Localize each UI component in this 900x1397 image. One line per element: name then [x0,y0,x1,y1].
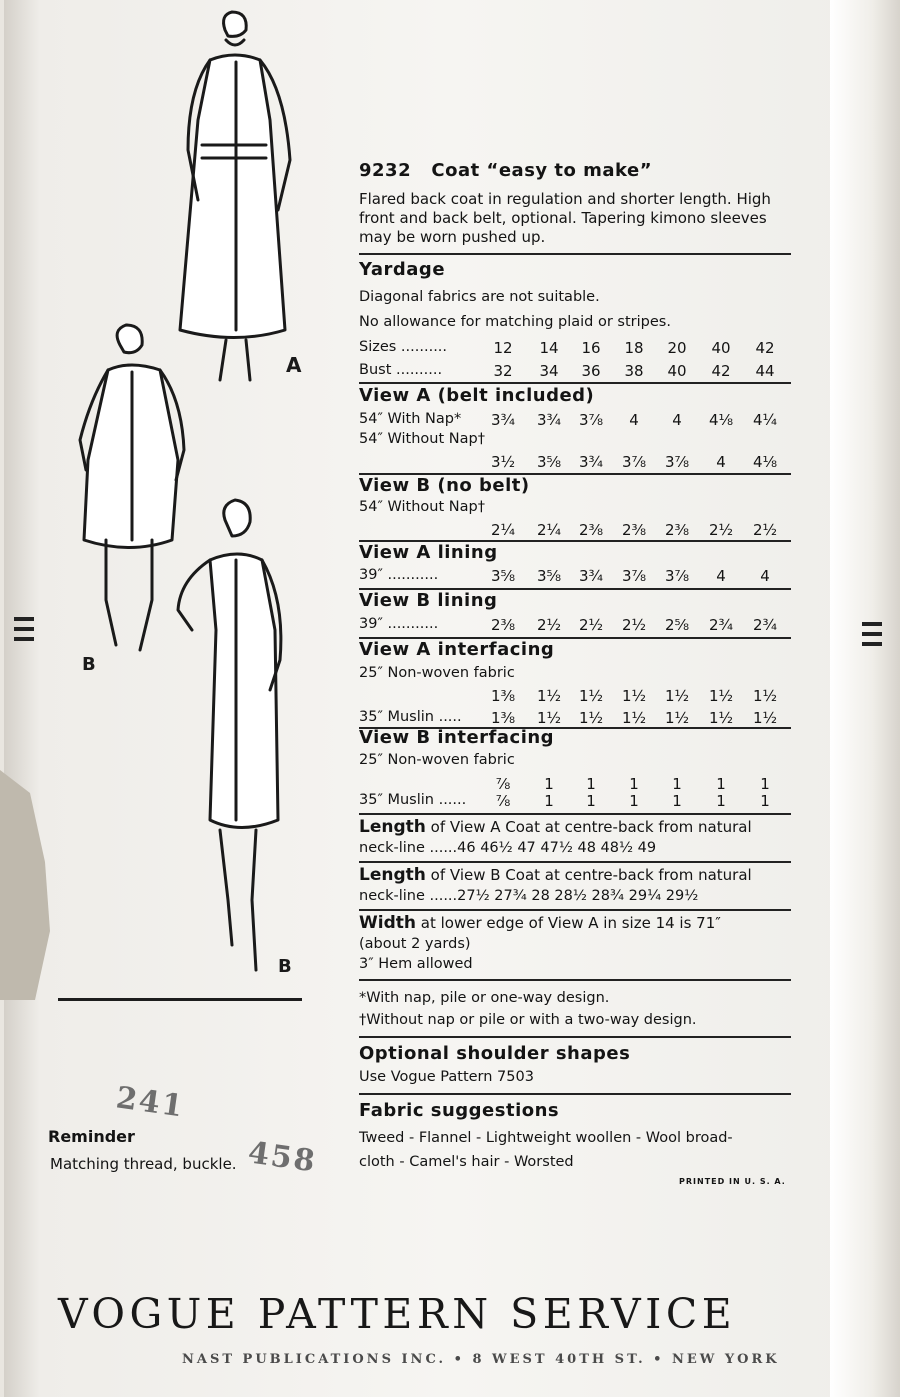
value-cell: 1 [760,775,770,793]
value-cell: 3¾ [578,567,604,585]
value-cell: 3⅞ [621,453,647,471]
value-cell: 3⅞ [578,411,604,429]
printed-in-usa: PRINTED IN U. S. A. [679,1177,786,1186]
value-cell: 1 [544,775,554,793]
value-cell: 3⅝ [490,567,516,585]
footnote-nap: *With nap, pile or one-way design. [359,990,610,1006]
value-cell: 2¼ [490,521,516,539]
width-text: at lower edge of View A in size 14 is 71″ [420,914,721,932]
value-cell: 3⅝ [536,567,562,585]
value-cell: 20 [667,339,687,357]
view-b-lining-heading: View B lining [359,590,498,611]
view-b-heading: View B (no belt) [359,475,530,496]
publisher-address: NAST PUBLICATIONS INC. • 8 WEST 40TH ST. • NEW YORK [182,1352,780,1367]
footnote-without-nap: †Without nap or pile or with a two-way design. [359,1012,697,1028]
figure-label-b-back: B [82,654,96,675]
value-cell: 2⅜ [490,616,516,634]
value-cell: 2½ [752,521,778,539]
value-cell: 44 [755,362,775,380]
length-a-heading: Length [359,817,426,837]
value-cell: 2¾ [708,616,734,634]
value-cell: 1 [672,792,682,810]
length-b-line [359,865,752,885]
value-cell: 4 [716,567,726,585]
value-cell: 1 [629,775,639,793]
section-rule [359,253,791,255]
value-cell: 2⅜ [621,521,647,539]
value-cell: 2½ [708,521,734,539]
length-b-values: neck-line ......27½ 27¾ 28 28½ 28¾ 29¼ 29½ [359,888,699,904]
value-cell: 3¾ [536,411,562,429]
value-cell: 1 [716,792,726,810]
value-cell: 1 [716,775,726,793]
shoulder-heading: Optional shoulder shapes [359,1043,631,1064]
value-cell: 1½ [536,687,562,705]
value-cell: 2½ [536,616,562,634]
value-cell: 42 [711,362,731,380]
value-cell: 1 [760,792,770,810]
value-cell: 3⅞ [664,453,690,471]
value-cell: 14 [539,339,559,357]
width-heading: Width [359,913,416,933]
value-cell: 42 [755,339,775,357]
value-cell: 2½ [578,616,604,634]
section-rule [359,979,791,981]
view-a-nonwoven-label: 25″ Non-woven fabric [359,665,515,681]
section-rule [359,909,791,911]
length-a-line [359,817,752,837]
value-cell: 1 [586,775,596,793]
view-b-nonwoven-label: 25″ Non-woven fabric [359,752,515,768]
value-cell: 1½ [708,709,734,727]
value-cell: 4 [629,411,639,429]
value-cell: 1½ [752,687,778,705]
value-cell: 16 [581,339,601,357]
value-cell: 4 [760,567,770,585]
view-a-interfacing-heading: View A interfacing [359,639,555,660]
value-cell: 38 [624,362,644,380]
fashion-illustrations [60,0,370,1000]
vogue-pattern-service-logo: VOGUE PATTERN SERVICE [58,1290,737,1338]
length-b-text: of View B Coat at centre-back from natural [430,866,752,884]
value-cell: 2⅝ [664,616,690,634]
view-b-muslin-label: 35″ Muslin ...... [359,792,467,808]
width-line [359,913,721,933]
sizes-label: Sizes .......... [359,339,448,355]
value-cell: 2¼ [536,521,562,539]
value-cell: 36 [581,362,601,380]
value-cell: 4 [672,411,682,429]
value-cell: 2⅜ [578,521,604,539]
pattern-title [359,160,652,181]
value-cell: ⅞ [495,792,511,810]
value-cell: 3½ [490,453,516,471]
section-rule [359,1036,791,1038]
length-b-heading: Length [359,865,426,885]
value-cell: 1½ [621,687,647,705]
value-cell: 2¾ [752,616,778,634]
divider-rule [58,998,302,1001]
view-b-without-nap-label: 54″ Without Nap† [359,499,485,515]
value-cell: 1⅜ [490,687,516,705]
value-cell: 3⅞ [664,567,690,585]
view-a-without-nap-label: 54″ Without Nap† [359,431,485,447]
value-cell: 1 [586,792,596,810]
value-cell: 3⅞ [621,567,647,585]
value-cell: 4 [716,453,726,471]
length-a-text: of View A Coat at centre-back from natural [430,818,752,836]
value-cell: 1½ [664,687,690,705]
reminder-heading [48,1127,135,1146]
stamp-number-top: 241 [113,1080,187,1125]
yardage-note-plaid: No allowance for matching plaid or stripes. [359,314,671,330]
pattern-name: Coat “easy to make” [431,160,653,181]
pattern-number: 9232 [359,160,412,181]
value-cell: 34 [539,362,559,380]
value-cell: 32 [493,362,513,380]
value-cell: 4¼ [752,411,778,429]
view-a-lining-label: 39″ ........... [359,567,439,583]
view-a-muslin-label: 35″ Muslin ..... [359,709,462,725]
section-rule [359,382,791,384]
figure-label-b-front: B [278,956,292,977]
figure-b-front-illustration [178,500,281,970]
value-cell: 1 [629,792,639,810]
value-cell: 1 [544,792,554,810]
section-rule [359,813,791,815]
reminder-text: Matching thread, buckle. [50,1155,237,1173]
view-a-heading: View A (belt included) [359,385,595,406]
length-a-values: neck-line ......46 46½ 47 47½ 48 48½ 49 [359,840,657,856]
left-grip-mark [14,617,34,647]
section-rule [359,861,791,863]
view-a-with-nap-label: 54″ With Nap* [359,411,462,427]
yardage-note-diagonal: Diagonal fabrics are not suitable. [359,289,600,305]
pattern-description: Flared back coat in regulation and shorter length. High front and back belt, optional. Tapering kimono sleeves may be worn pushed up. [359,190,771,247]
value-cell: 1½ [578,709,604,727]
value-cell: 1 [672,775,682,793]
value-cell: 1⅜ [490,709,516,727]
value-cell: 3⅝ [536,453,562,471]
reminder-heading-text: Reminder [48,1127,135,1146]
value-cell: 1½ [621,709,647,727]
fabric-line-1: Tweed - Flannel - Lightweight woollen - Wool broad- [359,1130,733,1146]
figure-a-illustration [180,12,290,380]
value-cell: 1½ [752,709,778,727]
width-yards: (about 2 yards) [359,936,471,952]
stamp-number-bottom: 458 [245,1135,319,1180]
section-rule [359,1093,791,1095]
right-grip-mark [862,622,882,652]
value-cell: 1½ [578,687,604,705]
value-cell: 12 [493,339,513,357]
view-b-lining-label: 39″ ........... [359,616,439,632]
figure-label-a: A [286,353,302,377]
value-cell: ⅞ [495,775,511,793]
value-cell: 3¾ [490,411,516,429]
yardage-heading: Yardage [359,259,446,280]
value-cell: 1½ [664,709,690,727]
fabric-heading: Fabric suggestions [359,1100,560,1121]
value-cell: 2½ [621,616,647,634]
value-cell: 3¾ [578,453,604,471]
shoulder-text: Use Vogue Pattern 7503 [359,1069,534,1085]
width-hem: 3″ Hem allowed [359,956,473,972]
value-cell: 40 [667,362,687,380]
value-cell: 40 [711,339,731,357]
view-b-interfacing-heading: View B interfacing [359,727,555,748]
value-cell: 18 [624,339,644,357]
figure-b-back-illustration [80,325,184,650]
bust-label: Bust .......... [359,362,443,378]
fabric-line-2: cloth - Camel's hair - Worsted [359,1154,574,1170]
value-cell: 4⅛ [708,411,734,429]
envelope-flap [830,0,900,1397]
value-cell: 1½ [536,709,562,727]
value-cell: 4⅛ [752,453,778,471]
value-cell: 1½ [708,687,734,705]
view-a-lining-heading: View A lining [359,542,498,563]
value-cell: 2⅜ [664,521,690,539]
